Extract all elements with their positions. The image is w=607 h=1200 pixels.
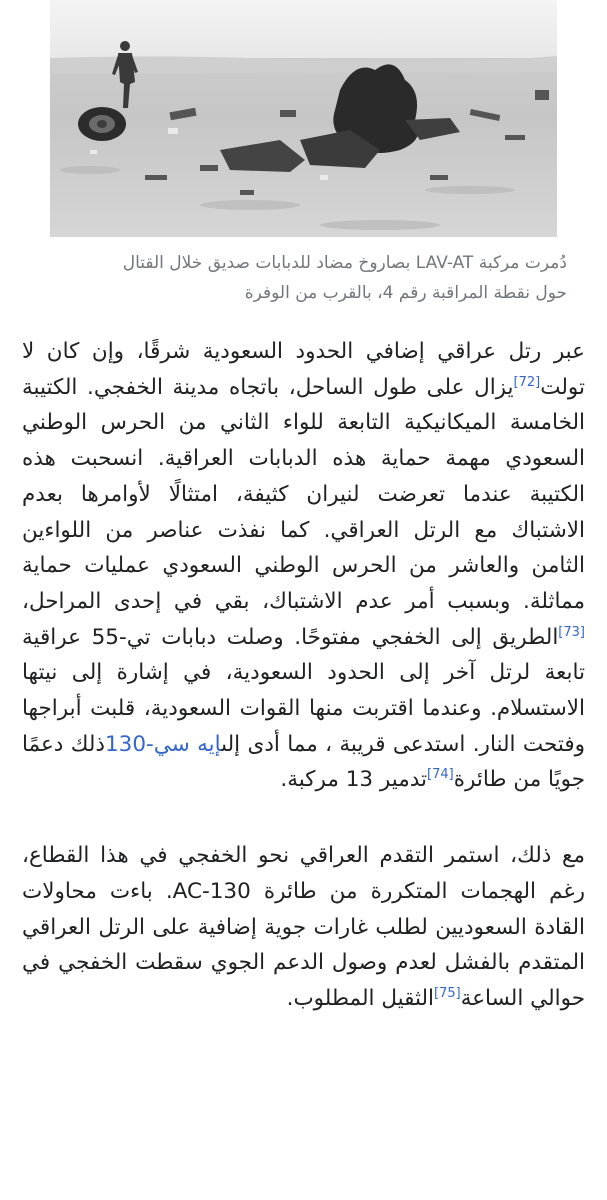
caption-line: دُمرت مركبة LAV-AT بصاروخ مضاد للدبابات صديق خلال القتال <box>122 253 567 273</box>
paragraph-text: تدمير 13 مركبة. <box>280 767 428 793</box>
reference-link[interactable]: [73] <box>558 624 585 640</box>
article-link-ac130[interactable]: إيه سي-130 <box>104 731 222 757</box>
paragraph-text: الثقيل المطلوب. <box>286 985 434 1011</box>
article-body <box>22 334 585 1017</box>
figure-caption <box>40 248 567 308</box>
paragraph-text: الطريق إلى الخفجي مفتوحًا. وصلت دبابات تي-55 عراقية تابعة لرتل آخر إلى الحدود السعودية، في إشارة إلى نيتها الاستسلام. وعندما اقتربت منها القوات السعودية، قلبت أبراجها وفتحت النار. استدعى قريبة ، مما أدى إلى <box>22 624 585 757</box>
paragraph <box>22 838 585 1017</box>
paragraph-text: عبر رتل عراقي إضافي الحدود السعودية شرقًا، وإن كان لا تولت <box>22 339 585 400</box>
paragraph <box>22 334 585 798</box>
paragraph-text: مع ذلك، استمر التقدم العراقي نحو الخفجي في هذا القطاع، رغم الهجمات المتكررة من طائرة AC-130. باءت محاولات القادة السعوديين لطلب غارات جوية إضافية على الرتل العراقي المتقدم بالفشل لعدم وصول الدعم الجوي سقطت الخفجي في حوالي الساعة <box>22 843 585 1011</box>
photo-destroyed-lav-at[interactable] <box>50 0 557 237</box>
paragraph-text: يزال على طول الساحل، باتجاه مدينة الخفجي. الكتيبة الخامسة الميكانيكية التابعة للواء الثاني من الحرس الوطني السعودي مهمة حماية هذه الدبابات العراقية. انسحبت هذه الكتيبة عندما تعرضت لنيران كثيفة، امتثالًا لأوامرها بعدم الاشتباك مع الرتل العراقي. كما نفذت عناصر من اللواءين الثامن والعاشر من الحرس الوطني السعودي عمليات حماية مماثلة. وبسبب أمر عدم الاشتباك، بقي في إحدى المراحل، <box>22 374 585 614</box>
caption-line: حول نقطة المراقبة رقم 4، بالقرب من الوفرة <box>244 283 567 303</box>
reference-link[interactable]: [74] <box>427 767 454 783</box>
reference-link[interactable]: [72] <box>513 374 541 390</box>
paragraph-text: ذلك دعمًا جويًا من طائرة <box>22 731 585 793</box>
reference-link[interactable]: [75] <box>434 985 461 1001</box>
photo-image <box>50 0 557 237</box>
